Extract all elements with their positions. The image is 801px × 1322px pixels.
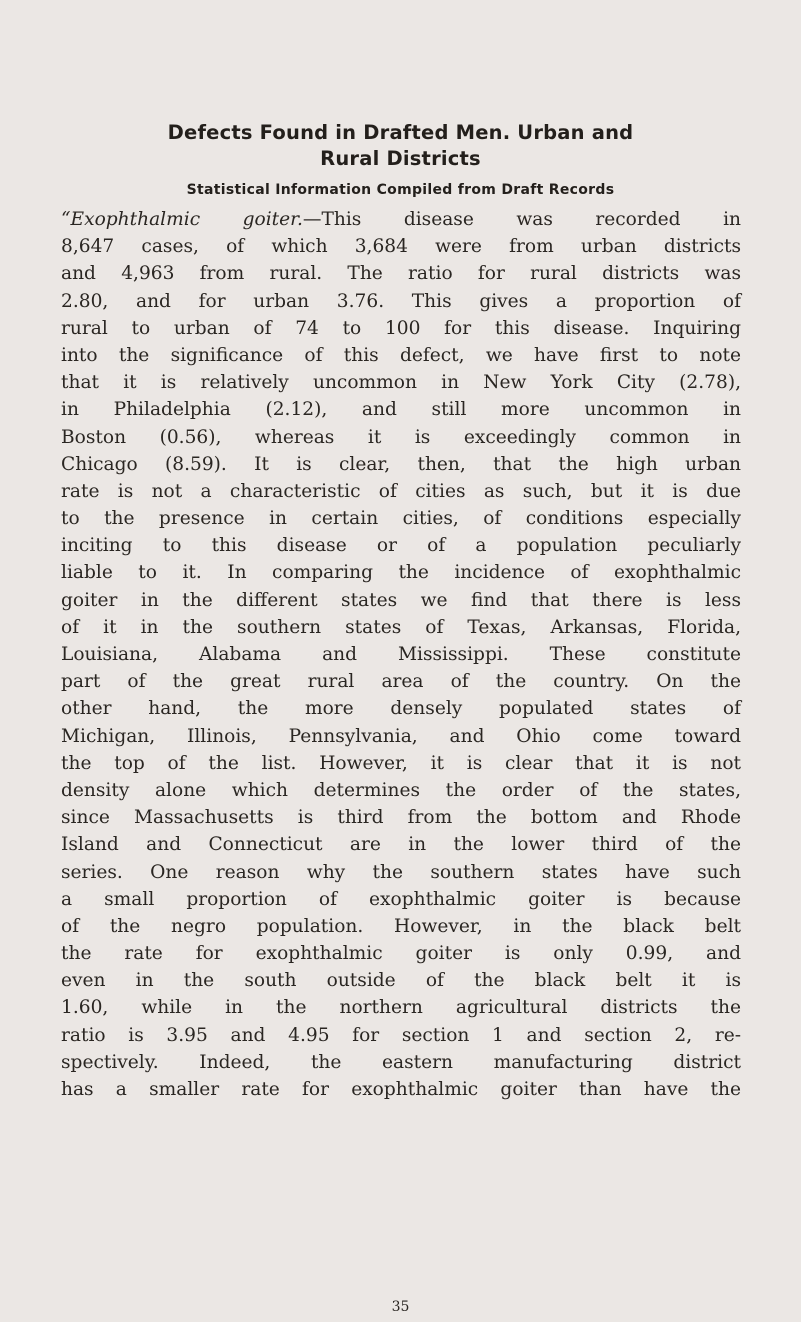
text-line: 1.60, while in the northern agricultural districts the (61, 997, 741, 1019)
text-line: density alone which determines the order of the states, (61, 779, 741, 801)
text-line: in Philadelphia (2.12), and still more uncommon in (61, 399, 741, 421)
text-line: rural to urban of 74 to 100 for this disease. Inquiring (61, 317, 741, 339)
text-line: rate is not a characteristic of cities as such, but it is due (61, 480, 741, 502)
lead-term: “Exophthalmic goiter. (61, 209, 303, 230)
text-line: Louisiana, Alabama and Mississippi. These constitute (61, 644, 741, 665)
text-line: since Massachusetts is third from the bottom and Rhode (61, 807, 741, 829)
text-line (61, 206, 741, 233)
text-line: part of the great rural area of the country. On the (61, 671, 741, 693)
text-line: other hand, the more densely populated states of (61, 698, 741, 720)
text-line: a small proportion of exophthalmic goiter is because (61, 888, 741, 910)
page-subtitle: Statistical Information Compiled from Draft Records (186, 182, 615, 198)
page-number: 35 (391, 1299, 410, 1315)
text-line: into the significance of this defect, we have first to note (61, 344, 741, 366)
text-line: of it in the southern states of Texas, Arkansas, Florida, (61, 616, 741, 638)
text-line: of the negro population. However, in the black belt (61, 915, 741, 937)
text-line: Michigan, Illinois, Pennsylvania, and Ohio come toward (61, 725, 741, 747)
text-line: 2.80, and for urban 3.76. This gives a proportion of (61, 290, 741, 312)
text-line: the rate for exophthalmic goiter is only 0.99, and (61, 943, 741, 965)
page-title-line-1: Defects Found in Drafted Men. Urban and (167, 121, 634, 144)
text-line: spectively. Indeed, the eastern manufacturing district (61, 1051, 741, 1073)
text-line: Boston (0.56), whereas it is exceedingly common in (61, 426, 741, 448)
article-body (61, 206, 741, 1103)
text-line: the top of the list. However, it is clear that it is not (61, 752, 741, 774)
text-line: goiter in the different states we find that there is less (61, 589, 741, 611)
text-line: 8,647 cases, of which 3,684 were from urban districts (61, 236, 741, 258)
text-line: even in the south outside of the black belt it is (61, 970, 741, 992)
text-line: and 4,963 from rural. The ratio for rural districts was (61, 263, 741, 285)
text-line-segment: —This disease was recorded in (302, 209, 741, 230)
text-line: that it is relatively uncommon in New York City (2.78), (61, 372, 741, 394)
text-line: has a smaller rate for exophthalmic goiter than have the (61, 1079, 741, 1100)
text-line: inciting to this disease or of a population peculiarly (61, 535, 741, 557)
text-line: Chicago (8.59). It is clear, then, that the high urban (61, 453, 741, 475)
text-line: series. One reason why the southern states have such (61, 861, 741, 883)
text-line: Island and Connecticut are in the lower third of the (61, 834, 741, 856)
page-title-line-2: Rural Districts (320, 147, 481, 170)
text-line: to the presence in certain cities, of conditions especially (61, 508, 741, 530)
text-line: liable to it. In comparing the incidence of exophthalmic (61, 562, 741, 584)
text-line: ratio is 3.95 and 4.95 for section 1 and section 2, re- (61, 1024, 741, 1046)
